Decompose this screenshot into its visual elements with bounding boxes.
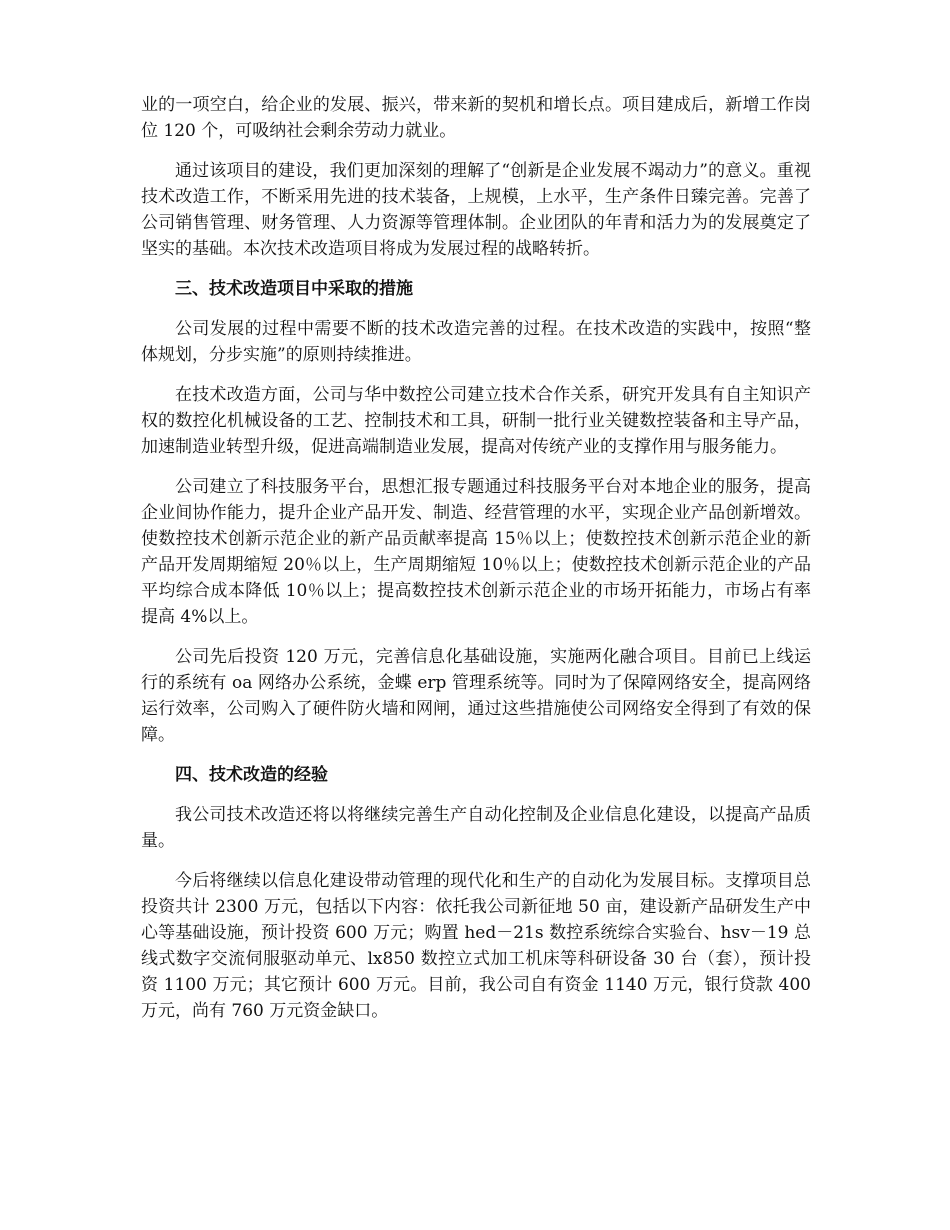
paragraph-automation: 我公司技术改造还将以将继续完善生产自动化控制及企业信息化建设，以提高产品质量。 bbox=[141, 805, 811, 851]
paragraph-continuation: 业的一项空白，给企业的发展、振兴，带来新的契机和增长点。项目建成后，新增工作岗位 120 个，可吸纳社会剩余劳动力就业。 bbox=[141, 95, 811, 141]
section-heading-measures: 三、技术改造项目中采取的措施 bbox=[175, 279, 413, 299]
paragraph-investment: 今后将继续以信息化建设带动管理的现代化和生产的自动化为发展目标。支撑项目总投资共计 2300 万元，包括以下内容：依托我公司新征地 50 亩，建设新产品研发生产中心等基础设施，预计投资 600 万元；购置 hed－21s 数控系统综合实验台、hsv－19 总线式数字交流伺服驱动单元、lx850 数控立式加工机床等科研设备 30 台（套），预计投资 1100 万元；其它预计 600 万元。目前，我公司自有资金 1140 万元，银行贷款 400 万元，尚有 760 万元资金缺口。 bbox=[141, 871, 811, 1021]
paragraph-innovation: 通过该项目的建设，我们更加深刻的理解了“创新是企业发展不竭动力”的意义。重视技术改造工作，不断采用先进的技术装备，上规模，上水平，生产条件日臻完善。完善了公司销售管理、财务管理、人力资源等管理体制。企业团队的年青和活力为的发展奠定了坚实的基础。本次技术改造项目将成为发展过程的战略转折。 bbox=[141, 161, 811, 259]
paragraph-cooperation: 在技术改造方面，公司与华中数控公司建立技术合作关系，研究开发具有自主知识产权的数控化机械设备的工艺、控制技术和工具，研制一批行业关键数控装备和主导产品，加速制造业转型升级，促进高端制造业发展，提高对传统产业的支撑作用与服务能力。 bbox=[141, 385, 811, 457]
document-page bbox=[141, 92, 811, 1038]
paragraph-service-platform: 公司建立了科技服务平台，思想汇报专题通过科技服务平台对本地企业的服务，提高企业间协作能力，提升企业产品开发、制造、经营管理的水平，实现企业产品创新增效。使数控技术创新示范企业的新产品贡献率提高 15％以上；使数控技术创新示范企业的新产品开发周期缩短 20％以上，生产周期缩短 10％以上；使数控技术创新示范企业的产品平均综合成本降低 10％以上；提高数控技术创新示范企业的市场开拓能力，市场占有率提高 4%以上。 bbox=[141, 477, 811, 627]
paragraph-informatization: 公司先后投资 120 万元，完善信息化基础设施，实施两化融合项目。目前已上线运行的系统有 oa 网络办公系统，金蝶 erp 管理系统等。同时为了保障网络安全，提高网络运行效率，公司购入了硬件防火墙和网闸，通过这些措施使公司网络安全得到了有效的保障。 bbox=[141, 647, 811, 745]
section-heading-experience: 四、技术改造的经验 bbox=[175, 765, 328, 785]
paragraph-development-process: 公司发展的过程中需要不断的技术改造完善的过程。在技术改造的实践中，按照“整体规划，分步实施”的原则持续推进。 bbox=[141, 319, 811, 365]
